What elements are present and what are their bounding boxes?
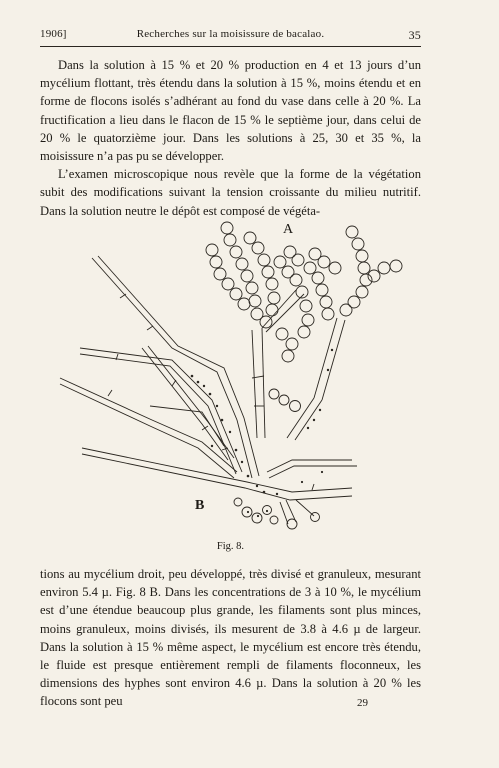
paragraph: tions au mycélium droit, peu développé, très divisé et granuleux, mesurant environ 5.4 µ. Fig. 8 B. Dans les concentrations de 3 à 10 %, le mycélium est d’une étendue beaucoup plus grande, les filaments sont plus minces, moins granuleux, moins divisés, ils mesurent de 3.8 à 4.6 µ de largeur. Dans la solution à 15 % même aspect, le mycélium est encore très étendu, le fluide est presque entièrement rempli de filaments floconneux, les dimensions des hyphes sont environ 4.6 µ. Dans la solution à 20 % les flocons sont peu (40, 567, 421, 709)
running-header (40, 28, 421, 44)
figure-caption: Fig. 8. (216, 541, 245, 552)
illustration-a (206, 222, 402, 440)
header-running-title: Recherches sur la moisissure de bacalao. (136, 28, 325, 40)
header-page-number: 35 (408, 28, 421, 42)
figure-8 (52, 210, 412, 540)
paragraph: L’examen microscopique nous revèle que la forme de la végétation subit des modifications suivant la tension croissante du milieu nutritif. Dans la solution neutre le dépôt est composé de végéta- (40, 167, 421, 218)
figure-label-b: B (195, 498, 205, 513)
signature-mark: 29 (357, 697, 368, 709)
illustration-b (60, 256, 357, 529)
header-year: 1906] (40, 28, 67, 40)
paragraph: Dans la solution à 15 % et 20 % production en 4 et 13 jours d’un mycélium flottant, très étendu dans la solution à 15 %, moins étendu et en forme de flocons isolés s’adhérant au fond du vase dans celle à 20 %. La fructification a lieu dans le flacon de 15 % le septième jour, dans celui de 20 % le quatorzième jour. Dans les solutions à 25, 30 et 35 %, la moisissure n’a pas pu se développer. (40, 58, 421, 164)
figure-label-a: A (283, 222, 294, 237)
mycelium-illustration (52, 210, 412, 540)
header-rule (40, 46, 421, 47)
body-text-bottom (40, 565, 421, 711)
body-text-top (40, 56, 421, 220)
